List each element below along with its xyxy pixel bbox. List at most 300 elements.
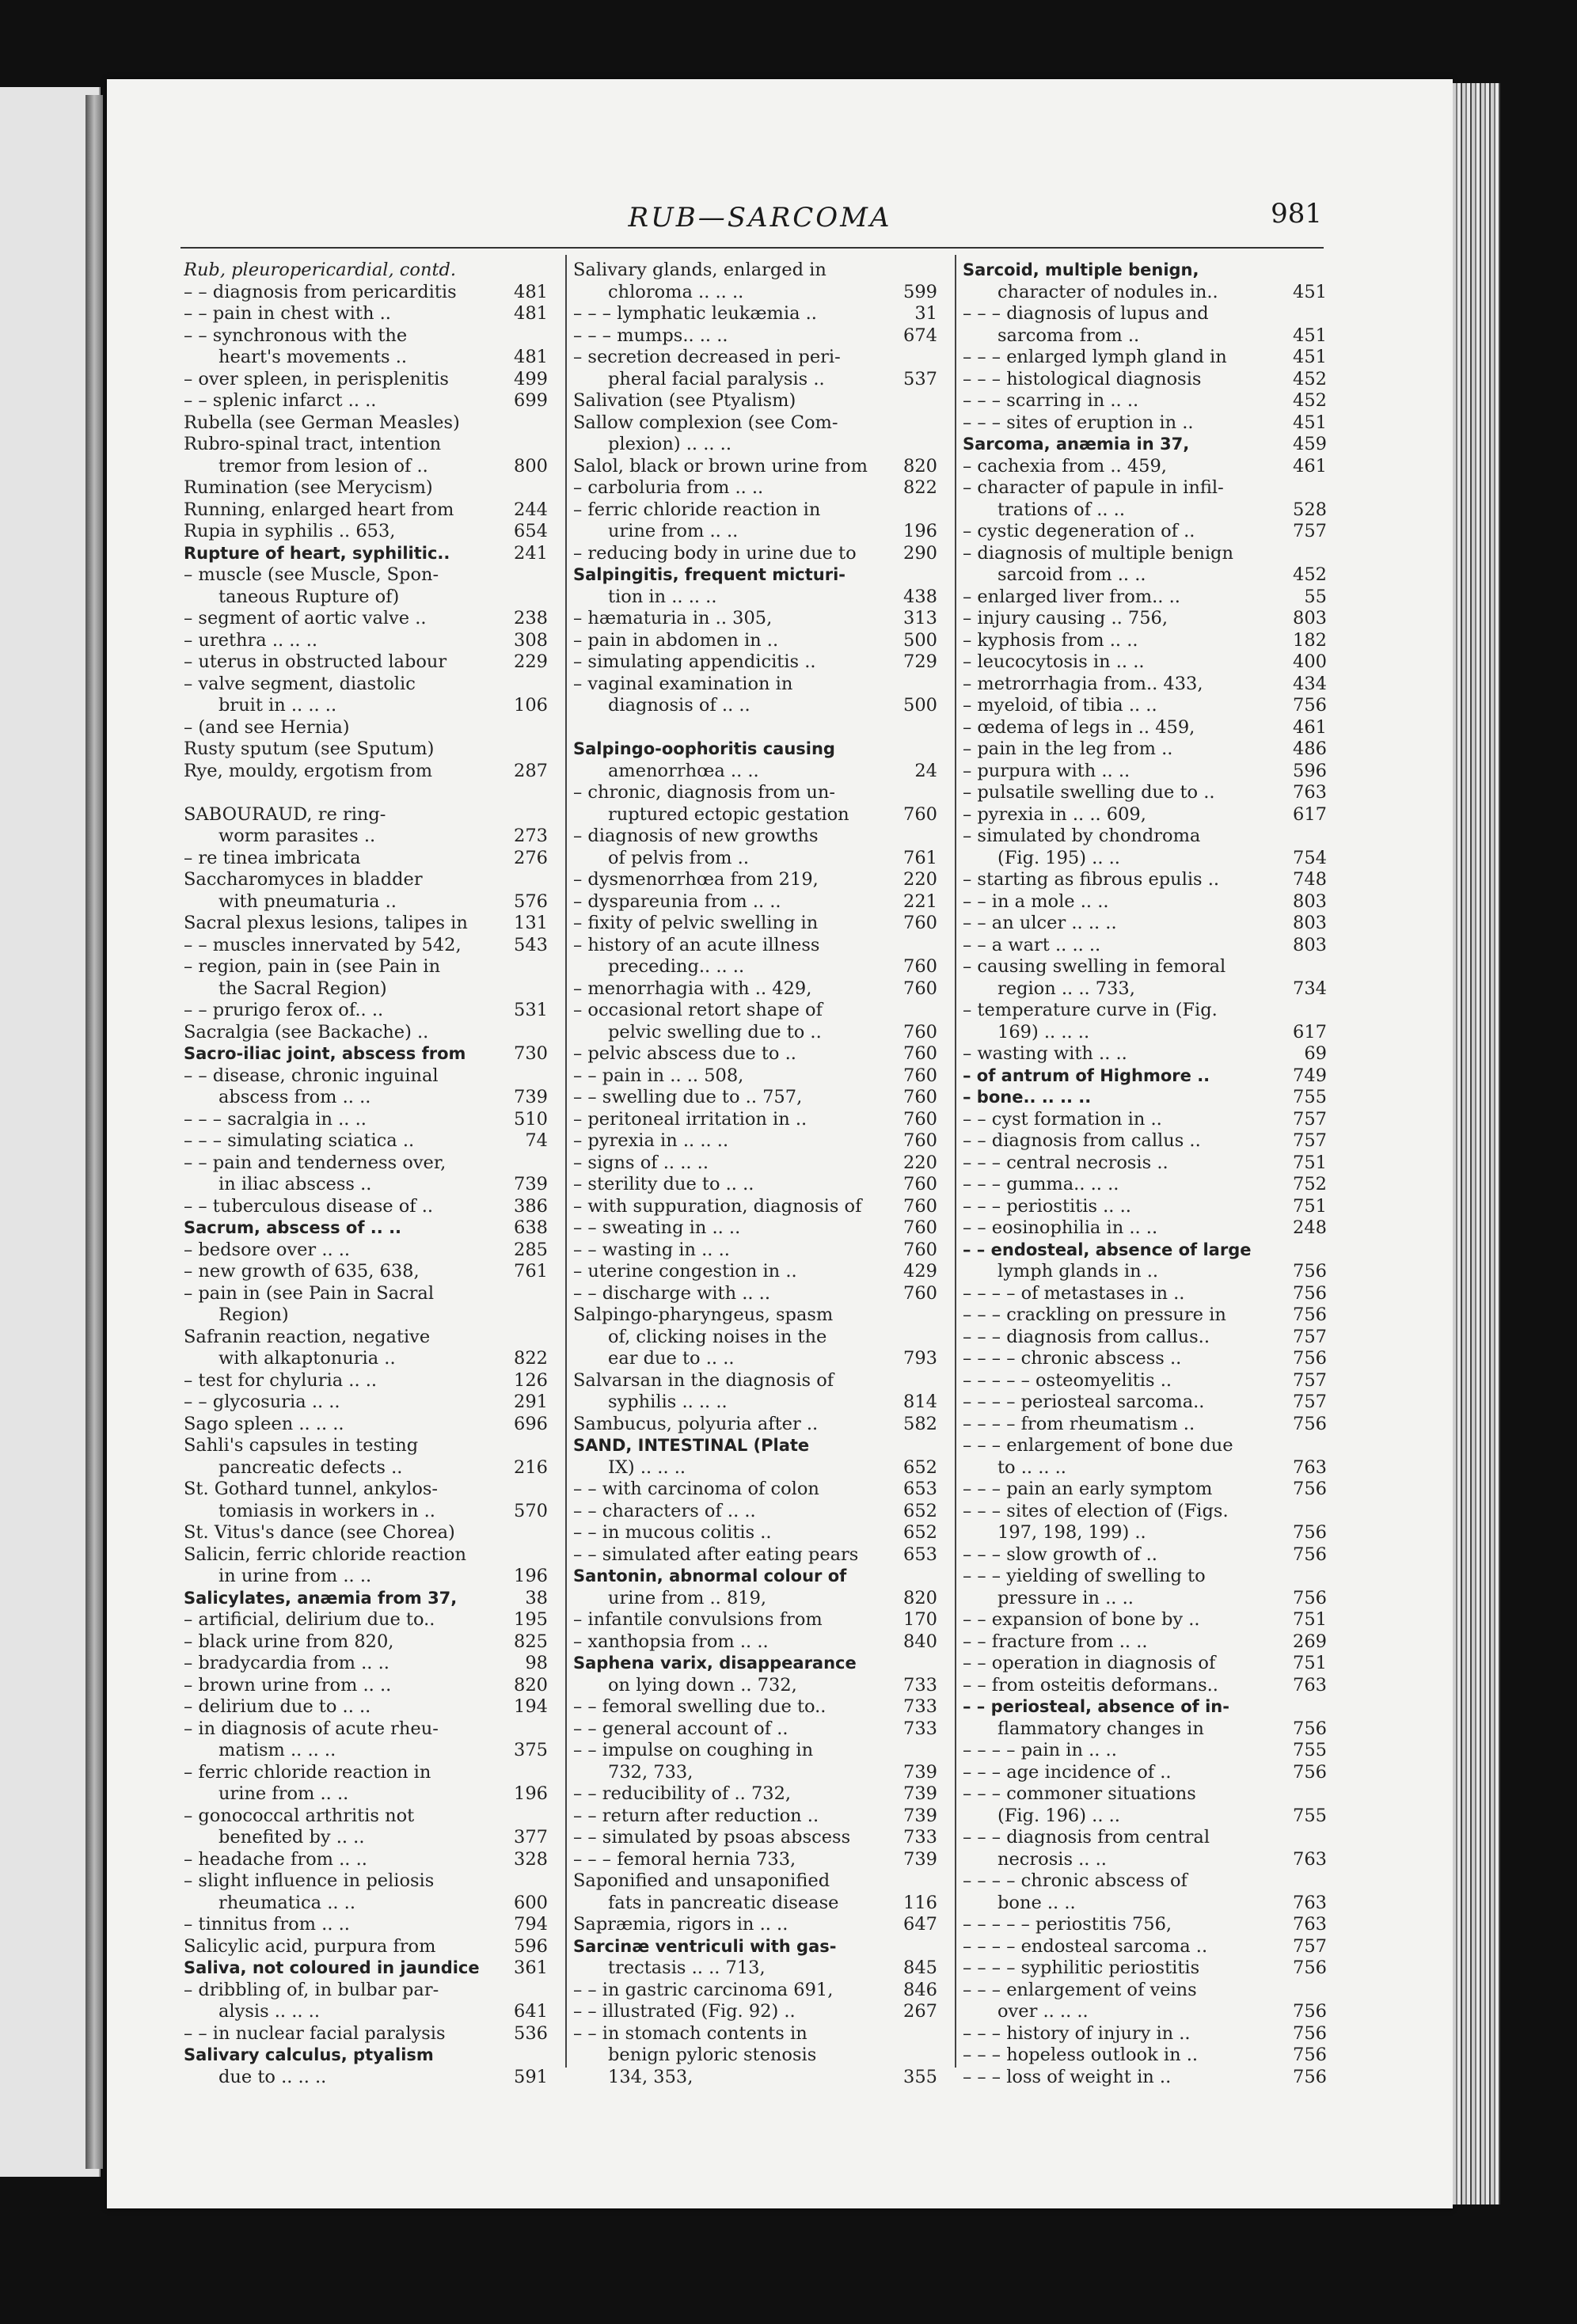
entry-text: – artificial, delirium due to.. (184, 1609, 435, 1630)
entry-page-ref: 375 (514, 1740, 548, 1760)
entry-page-ref: 241 (514, 542, 548, 564)
index-entry (184, 1806, 548, 1828)
entry-page-ref: 794 (514, 1914, 548, 1935)
index-entry (963, 1109, 1327, 1131)
entry-page-ref: 760 (903, 956, 937, 977)
entry-page-ref: 803 (1293, 890, 1327, 912)
entry-page-ref: 220 (903, 869, 937, 890)
entry-text: – – in gastric carcinoma 691, (573, 1979, 834, 2000)
index-entry (963, 1893, 1327, 1915)
entry-page-ref: 543 (514, 934, 548, 955)
entry-page-ref: 822 (514, 1348, 548, 1369)
entry-page-ref: 763 (1293, 782, 1327, 803)
index-entry (573, 1457, 937, 1479)
entry-page-ref: 400 (1293, 651, 1327, 672)
entry-text: – chronic, diagnosis from un- (573, 782, 835, 803)
entry-text: – dysmenorrhœa from 219, (573, 869, 819, 890)
entry-text: – – – central necrosis .. (963, 1152, 1168, 1173)
index-entry (184, 1370, 548, 1392)
index-entry (184, 1435, 548, 1457)
entry-text: – – wasting in .. .. (573, 1239, 730, 1260)
index-entry (573, 608, 937, 630)
index-entry (184, 1283, 548, 1305)
entry-page-ref: 459 (1293, 434, 1327, 454)
index-entry (963, 956, 1327, 978)
entry-text: – in diagnosis of acute rheu- (184, 1718, 439, 1739)
entry-page-ref: 757 (1293, 1369, 1327, 1391)
index-entry (963, 1522, 1327, 1544)
index-entry (184, 477, 548, 499)
entry-text: – – – simulating sciatica .. (184, 1130, 415, 1151)
entry-page-ref: 244 (514, 499, 548, 520)
index-entry (573, 1327, 937, 1349)
index-entry (184, 630, 548, 652)
entry-text: – – sweating in .. .. (573, 1217, 741, 1238)
index-entry (184, 2067, 548, 2089)
entry-text: Sacro-iliac joint, abscess from (184, 1044, 466, 1063)
entry-text: – – cyst formation in .. (963, 1108, 1162, 1130)
entry-text: of, clicking noises in the (608, 1326, 827, 1347)
entry-text: – – – – – osteomyelitis .. (963, 1369, 1172, 1391)
index-entry (573, 434, 937, 456)
entry-text: bruit in .. .. .. (218, 695, 337, 716)
entry-page-ref: 756 (1293, 1958, 1327, 1978)
entry-page-ref: 596 (1293, 760, 1327, 781)
index-entry (573, 2001, 937, 2023)
entry-text: – bone.. .. .. .. (963, 1088, 1092, 1107)
index-column-1 (184, 260, 548, 2088)
entry-text: Saccharomyces in bladder (184, 869, 423, 890)
entry-text: – – – – endosteal sarcoma .. (963, 1935, 1208, 1957)
index-entry (573, 761, 937, 783)
entry-text: Sarcinæ ventriculi with gas- (573, 1936, 837, 1956)
entry-page-ref: 756 (1293, 1761, 1327, 1783)
entry-text: of pelvis from .. (608, 847, 749, 868)
index-entry (963, 1174, 1327, 1196)
entry-page-ref: 652 (903, 1500, 937, 1521)
index-entry (963, 2045, 1327, 2067)
entry-page-ref: 617 (1293, 1021, 1327, 1042)
index-entry (184, 1914, 548, 1936)
entry-text: alysis .. .. .. (218, 2001, 320, 2022)
entry-page-ref: 195 (514, 1609, 548, 1630)
index-entry (184, 782, 548, 804)
entry-text: – – pain and tenderness over, (184, 1152, 446, 1173)
entry-text: – test for chyluria .. .. (184, 1369, 378, 1391)
entry-text: pheral facial paralysis .. (608, 368, 825, 389)
index-entry (184, 1327, 548, 1349)
index-entry (963, 804, 1327, 826)
entry-page-ref: 756 (1293, 2066, 1327, 2087)
index-entry (963, 412, 1327, 435)
index-entry (184, 1348, 548, 1370)
entry-page-ref: 756 (1293, 1282, 1327, 1304)
index-entry (573, 369, 937, 391)
entry-text: Salvarsan in the diagnosis of (573, 1369, 834, 1391)
entry-text: tremor from lesion of .. (218, 455, 428, 477)
index-entry (963, 1914, 1327, 1936)
index-entry (184, 303, 548, 325)
entry-page-ref: 756 (1293, 2022, 1327, 2044)
entry-text: Sapræmia, rigors in .. .. (573, 1914, 788, 1935)
entry-text: Sambucus, polyuria after .. (573, 1413, 819, 1434)
entry-text: pancreatic defects .. (218, 1456, 403, 1478)
entry-page-ref: 248 (1293, 1217, 1327, 1238)
entry-page-ref: 733 (903, 1696, 937, 1717)
index-entry (184, 282, 548, 304)
index-entry (963, 674, 1327, 696)
entry-page-ref: 763 (1293, 1456, 1327, 1478)
index-entry (573, 1893, 937, 1915)
entry-text: Salivary glands, enlarged in (573, 260, 826, 280)
entry-text: – – periosteal, absence of in- (963, 1697, 1229, 1716)
entry-page-ref: 481 (514, 347, 548, 367)
header-rule (180, 247, 1324, 249)
entry-text: – – discharge with .. .. (573, 1282, 770, 1304)
index-entry (963, 1283, 1327, 1305)
entry-page-ref: 638 (514, 1217, 548, 1238)
index-entry (184, 260, 548, 282)
index-entry (184, 739, 548, 761)
entry-page-ref: 536 (514, 2022, 548, 2044)
entry-page-ref: 756 (1293, 695, 1327, 716)
entry-page-ref: 576 (514, 890, 548, 912)
entry-text: ruptured ectopic gestation (608, 803, 849, 825)
index-entry (184, 1261, 548, 1283)
entry-page-ref: 652 (903, 1522, 937, 1543)
index-entry (184, 434, 548, 456)
index-entry (573, 1087, 937, 1109)
index-entry (963, 521, 1327, 543)
index-entry (184, 1544, 548, 1566)
entry-text: Sarcoma, anæmia in 37, (963, 435, 1190, 454)
entry-text: – slight influence in peliosis (184, 1870, 435, 1891)
index-entry (963, 891, 1327, 913)
index-entry (184, 521, 548, 543)
index-entry (184, 1087, 548, 1109)
entry-text: – reducing body in urine due to (573, 542, 857, 564)
index-entry (963, 1043, 1327, 1065)
entry-text: – temperature curve in (Fig. (963, 1000, 1218, 1020)
index-entry (184, 848, 548, 870)
index-entry (184, 2045, 548, 2067)
entry-text: – – – diagnosis from central (963, 1827, 1210, 1847)
entry-page-ref: 361 (514, 1958, 548, 1978)
entry-page-ref: 760 (903, 1043, 937, 1064)
index-entry (573, 804, 937, 826)
entry-text: flammatory changes in (998, 1718, 1204, 1739)
index-entry (573, 1522, 937, 1544)
entry-text: 732, 733, (608, 1761, 694, 1783)
running-title: RUB—SARCOMA (628, 202, 892, 234)
index-entry (573, 1022, 937, 1044)
entry-text: – signs of .. .. .. (573, 1152, 709, 1173)
index-entry (184, 1675, 548, 1697)
entry-page-ref: 31 (914, 303, 937, 324)
entry-page-ref: 451 (1293, 325, 1327, 346)
index-entry (573, 1936, 937, 1958)
entry-text: Rubro-spinal tract, intention (184, 434, 442, 454)
entry-page-ref: 531 (514, 1000, 548, 1020)
index-entry (573, 1588, 937, 1610)
entry-text: – uterine congestion in .. (573, 1261, 797, 1282)
index-entry (573, 1283, 937, 1305)
entry-page-ref: 729 (903, 651, 937, 672)
entry-page-ref: 751 (1293, 1152, 1327, 1173)
entry-page-ref: 438 (903, 586, 937, 607)
entry-text: – ferric chloride reaction in (573, 499, 821, 520)
entry-text: plexion) .. .. .. (608, 434, 732, 454)
entry-text: – – an ulcer .. .. .. (963, 913, 1117, 933)
entry-text: – – simulated after eating pears (573, 1544, 859, 1565)
index-entry (184, 891, 548, 913)
entry-text: lymph glands in .. (998, 1261, 1159, 1282)
entry-text: – – in stomach contents in (573, 2022, 808, 2044)
index-entry (573, 630, 937, 652)
entry-text: Sacralgia (see Backache) .. (184, 1021, 429, 1042)
entry-page-ref: 760 (903, 1130, 937, 1151)
entry-text: – – – gumma.. .. .. (963, 1174, 1119, 1194)
index-entry (573, 1304, 937, 1327)
index-entry (184, 1130, 548, 1153)
entry-text: pressure in .. .. (998, 1587, 1134, 1608)
entry-page-ref: 451 (1293, 347, 1327, 367)
index-entry (963, 564, 1327, 587)
index-entry (963, 651, 1327, 674)
entry-page-ref: 238 (514, 608, 548, 628)
index-entry (963, 303, 1327, 325)
index-entry (573, 1566, 937, 1588)
entry-page-ref: 641 (514, 2001, 548, 2022)
index-entry (963, 1414, 1327, 1436)
entry-text: urine from .. .. (608, 521, 739, 541)
index-entry (184, 1522, 548, 1544)
index-entry (184, 412, 548, 435)
index-entry (184, 608, 548, 630)
entry-text: – – – sacralgia in .. .. (184, 1108, 367, 1130)
entry-text: – enlarged liver from.. .. (963, 586, 1180, 607)
index-entry (963, 1696, 1327, 1718)
index-entry (963, 1153, 1327, 1175)
index-entry (963, 848, 1327, 870)
index-entry (963, 543, 1327, 565)
entry-text: St. Gothard tunnel, ankylos- (184, 1479, 439, 1499)
entry-page-ref: 840 (903, 1631, 937, 1652)
index-entry (963, 1348, 1327, 1370)
index-entry (184, 543, 548, 565)
index-entry (573, 913, 937, 935)
entry-text: – – – – pain in .. .. (963, 1740, 1117, 1760)
entry-text: – – reducibility of .. 732, (573, 1783, 792, 1804)
entry-text: amenorrhœa .. .. (608, 760, 759, 781)
entry-text: – simulating appendicitis .. (573, 651, 816, 672)
entry-text: preceding.. .. .. (608, 956, 745, 977)
index-entry (963, 2001, 1327, 2023)
entry-text: – pain in the leg from .. (963, 739, 1173, 759)
entry-page-ref: 434 (1293, 673, 1327, 694)
entry-page-ref: 600 (514, 1892, 548, 1913)
index-entry (963, 456, 1327, 478)
index-entry (184, 826, 548, 848)
entry-page-ref: 757 (1293, 1130, 1327, 1151)
entry-text: – muscle (see Muscle, Spon- (184, 564, 439, 585)
entry-text: – – – lymphatic leukæmia .. (573, 303, 817, 324)
index-entry (573, 282, 937, 304)
index-entry (963, 608, 1327, 630)
entry-page-ref: 734 (1293, 978, 1327, 999)
entry-text: Salicylates, anæmia from 37, (184, 1588, 458, 1608)
entry-page-ref: 696 (514, 1413, 548, 1434)
entry-page-ref: 74 (525, 1130, 548, 1151)
entry-text: – re tinea imbricata (184, 847, 361, 868)
index-entry (184, 913, 548, 935)
index-entry (573, 390, 937, 412)
index-entry (184, 1240, 548, 1262)
entry-page-ref: 748 (1293, 869, 1327, 890)
index-entry (184, 1893, 548, 1915)
entry-page-ref: 131 (514, 913, 548, 933)
index-entry (963, 1958, 1327, 1980)
entry-text: – – – crackling on pressure in (963, 1304, 1226, 1325)
index-entry (963, 282, 1327, 304)
entry-page-ref: 757 (1293, 1108, 1327, 1130)
index-entry (963, 1087, 1327, 1109)
index-entry (963, 1740, 1327, 1762)
entry-page-ref: 486 (1293, 739, 1327, 759)
index-entry (963, 1631, 1327, 1654)
index-entry (573, 1958, 937, 1980)
entry-text: – diagnosis of new growths (573, 826, 819, 846)
entry-page-ref: 755 (1293, 1087, 1327, 1107)
page-number: 981 (1271, 198, 1322, 230)
entry-page-ref: 386 (514, 1195, 548, 1217)
column-divider (565, 255, 567, 2068)
entry-page-ref: 763 (1293, 1674, 1327, 1696)
entry-page-ref: 196 (514, 1566, 548, 1586)
entry-page-ref: 221 (903, 890, 937, 912)
index-entry (573, 1609, 937, 1631)
entry-page-ref: 116 (903, 1892, 937, 1913)
index-entry (963, 1392, 1327, 1414)
index-entry (573, 456, 937, 478)
entry-page-ref: 760 (903, 1217, 937, 1238)
entry-text: – segment of aortic valve .. (184, 608, 427, 628)
index-entry (573, 2023, 937, 2045)
entry-text: – – – diagnosis from callus.. (963, 1326, 1210, 1347)
entry-page-ref: 308 (514, 629, 548, 651)
index-entry (184, 1043, 548, 1065)
entry-text: – – operation in diagnosis of (963, 1653, 1216, 1673)
entry-page-ref: 429 (903, 1261, 937, 1282)
entry-page-ref: 757 (1293, 1326, 1327, 1347)
entry-text: – – – histological diagnosis (963, 368, 1202, 389)
entry-text: heart's movements .. (218, 347, 407, 367)
entry-page-ref: 98 (525, 1653, 548, 1673)
index-entry (573, 1827, 937, 1849)
entry-text: – bradycardia from .. .. (184, 1653, 390, 1673)
entry-text: Saponified and unsaponified (573, 1870, 830, 1891)
entry-text: – secretion decreased in peri- (573, 347, 841, 367)
index-entry (573, 1261, 937, 1283)
entry-text: 134, 353, (608, 2066, 694, 2087)
index-entry (573, 826, 937, 848)
entry-page-ref: 481 (514, 281, 548, 302)
entry-page-ref: 800 (514, 455, 548, 477)
entry-page-ref: 194 (514, 1696, 548, 1717)
index-entry (573, 1130, 937, 1153)
index-entry (963, 1849, 1327, 1871)
index-entry (573, 674, 937, 696)
entry-page-ref: 287 (514, 760, 548, 781)
entry-page-ref: 756 (1293, 1479, 1327, 1499)
entry-page-ref: 699 (514, 390, 548, 411)
entry-text: – – – commoner situations (963, 1783, 1196, 1804)
entry-text: – over spleen, in perisplenitis (184, 368, 449, 389)
entry-text: – – swelling due to .. 757, (573, 1087, 803, 1107)
index-entry (963, 1806, 1327, 1828)
entry-text: – dyspareunia from .. .. (573, 890, 781, 912)
index-entry (573, 1631, 937, 1654)
entry-text: – – from osteitis deformans.. (963, 1674, 1218, 1696)
index-entry (963, 1870, 1327, 1893)
entry-text: – purpura with .. .. (963, 760, 1130, 781)
entry-text: on lying down .. 732, (608, 1674, 797, 1696)
index-entry (573, 1043, 937, 1065)
entry-page-ref: 760 (903, 1174, 937, 1194)
entry-page-ref: 730 (514, 1043, 548, 1064)
index-entry (963, 1240, 1327, 1262)
index-entry (184, 1501, 548, 1523)
entry-page-ref: 528 (1293, 499, 1327, 520)
index-entry (184, 1980, 548, 2002)
entry-text: – pelvic abscess due to .. (573, 1043, 796, 1064)
entry-text: Sahli's capsules in testing (184, 1435, 419, 1456)
entry-page-ref: 269 (1293, 1631, 1327, 1652)
entry-text: in iliac abscess .. (218, 1174, 372, 1194)
index-entry (184, 2023, 548, 2045)
index-entry (573, 1675, 937, 1697)
entry-page-ref: 739 (903, 1761, 937, 1783)
index-entry (963, 1827, 1327, 1849)
entry-text: – tinnitus from .. .. (184, 1914, 350, 1935)
index-entry (573, 499, 937, 522)
index-entry (963, 477, 1327, 499)
index-entry (184, 1022, 548, 1044)
entry-text: Salol, black or brown urine from (573, 455, 868, 477)
index-entry (573, 412, 937, 435)
entry-page-ref: 820 (514, 1674, 548, 1696)
entry-page-ref: 763 (1293, 1892, 1327, 1913)
entry-text: – – – slow growth of .. (963, 1544, 1157, 1565)
entry-page-ref: 756 (1293, 1261, 1327, 1282)
entry-page-ref: 756 (1293, 1544, 1327, 1565)
index-entry (184, 390, 548, 412)
entry-page-ref: 825 (514, 1631, 548, 1652)
entry-page-ref: 739 (514, 1174, 548, 1194)
entry-text: – xanthopsia from .. .. (573, 1631, 769, 1652)
index-entry (184, 1696, 548, 1718)
entry-text: – (and see Hernia) (184, 716, 350, 738)
entry-text: – kyphosis from .. .. (963, 629, 1138, 651)
entry-text: worm parasites .. (218, 826, 376, 846)
entry-page-ref: 760 (903, 1065, 937, 1086)
index-entry (963, 1783, 1327, 1806)
entry-text: Rye, mouldy, ergotism from (184, 760, 433, 781)
entry-text: Sacral plexus lesions, talipes in (184, 913, 468, 933)
index-entry (963, 2067, 1327, 2089)
entry-page-ref: 755 (1293, 1740, 1327, 1760)
entry-text: – – femoral swelling due to.. (573, 1696, 826, 1717)
